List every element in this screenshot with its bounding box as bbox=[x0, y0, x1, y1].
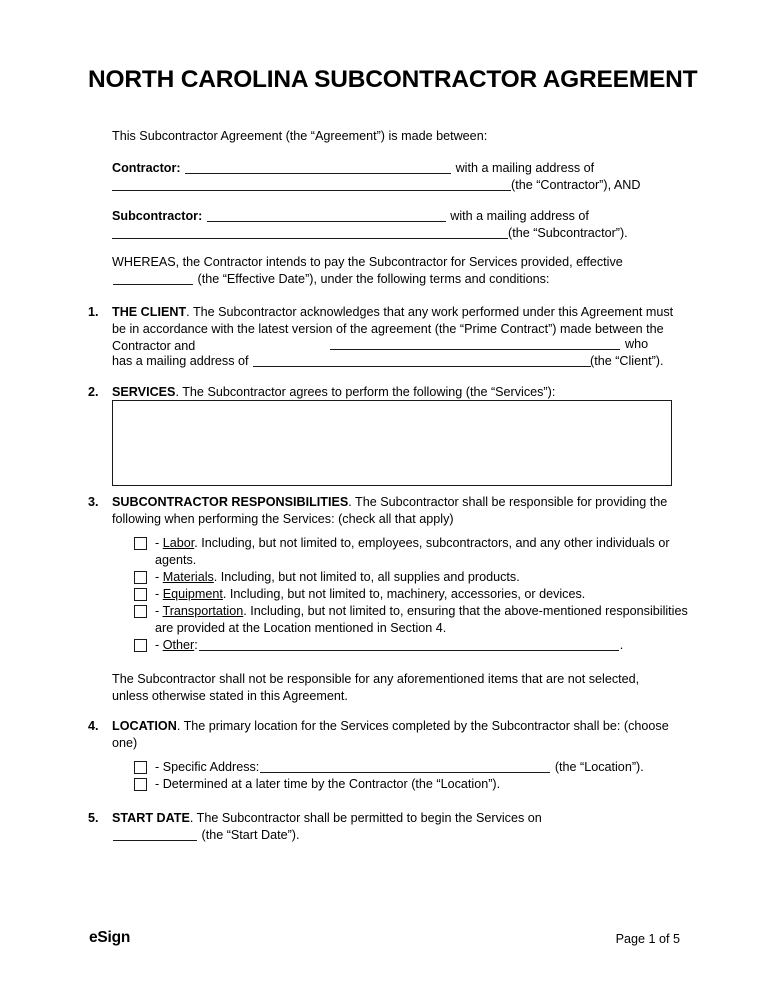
section-heading-5: START DATE bbox=[112, 811, 190, 825]
checkbox-label-materials bbox=[155, 569, 695, 586]
checkbox-other[interactable] bbox=[134, 639, 147, 652]
rest-transportation: . Including, but not limited to, ensuring that the above-mentioned responsibilities are provided at the Location mentioned in Section 4. bbox=[155, 604, 688, 636]
contractor-line bbox=[112, 160, 674, 177]
term-other: Other bbox=[162, 638, 195, 652]
section-heading-2: SERVICES bbox=[112, 385, 176, 399]
checkbox-materials[interactable] bbox=[134, 571, 147, 584]
contractor-address-field[interactable] bbox=[112, 190, 511, 191]
label-specific-address: Specific Address: bbox=[162, 760, 260, 774]
dash-specific-address: - bbox=[155, 760, 160, 774]
whereas-line-1: WHEREAS, the Contractor intends to pay the Subcontractor for Services provided, effective bbox=[112, 255, 623, 269]
checkbox-label-determined-later bbox=[155, 776, 695, 793]
section-text-4a: . The primary location for the Services completed by the Subcontractor shall be: (choose one) bbox=[112, 719, 669, 751]
section-heading-3: SUBCONTRACTOR RESPONSIBILITIES bbox=[112, 495, 349, 509]
term-transportation: Transportation bbox=[162, 604, 244, 618]
contractor-closing-text: (the “Contractor”), AND bbox=[511, 178, 641, 192]
section-number-3: 3. bbox=[88, 495, 99, 509]
client-address-label: has a mailing address of bbox=[112, 354, 249, 368]
trailing-specific-address: (the “Location”). bbox=[554, 760, 644, 774]
effective-date-field[interactable] bbox=[113, 273, 193, 285]
rest-other: : bbox=[194, 638, 198, 652]
section-body-1 bbox=[112, 304, 674, 356]
other-responsibility-field[interactable] bbox=[199, 639, 619, 651]
section-body-3 bbox=[112, 494, 674, 528]
section-number-5: 5. bbox=[88, 811, 99, 825]
checkbox-determined-later[interactable] bbox=[134, 778, 147, 791]
checkbox-label-specific-address bbox=[155, 759, 695, 776]
specific-address-field[interactable] bbox=[260, 761, 550, 773]
checkbox-transportation[interactable] bbox=[134, 605, 147, 618]
checkbox-label-labor bbox=[155, 535, 695, 569]
rest-labor: . Including, but not limited to, employees, subcontractors, and any other individuals or agents. bbox=[155, 536, 670, 568]
checkbox-label-transportation bbox=[155, 603, 695, 637]
checkbox-specific-address[interactable] bbox=[134, 761, 147, 774]
section-text-2a: . The Subcontractor agrees to perform the following (the “Services”): bbox=[175, 385, 556, 399]
rest-materials: . Including, but not limited to, all supplies and products. bbox=[213, 570, 520, 584]
page-title: NORTH CAROLINA SUBCONTRACTOR AGREEMENT bbox=[88, 66, 698, 93]
dash-materials: - bbox=[155, 570, 160, 584]
subcontractor-closing-text: (the “Subcontractor”). bbox=[508, 226, 628, 240]
contractor-suffix-text: with a mailing address of bbox=[455, 161, 595, 175]
dash-other: - bbox=[155, 638, 160, 652]
dash-equipment: - bbox=[155, 587, 160, 601]
client-name-field[interactable] bbox=[330, 349, 620, 350]
subcontractor-label: Subcontractor: bbox=[112, 209, 203, 223]
section-body-4 bbox=[112, 718, 674, 752]
client-address-field[interactable] bbox=[253, 355, 591, 367]
whereas-line-2-text: (the “Effective Date”), under the following terms and conditions: bbox=[197, 272, 550, 286]
esign-logo: eSign bbox=[89, 929, 131, 946]
section-heading-1: THE CLIENT bbox=[112, 305, 187, 319]
checkbox-label-other bbox=[155, 637, 695, 654]
start-date-line bbox=[112, 827, 674, 844]
section-body-5 bbox=[112, 810, 674, 827]
section-text-3a: . The Subcontractor shall be responsible for providing the following when performing the Services: (check all that apply) bbox=[112, 495, 668, 527]
whereas-line-2 bbox=[112, 271, 674, 288]
contractor-label: Contractor: bbox=[112, 161, 181, 175]
section-number-4: 4. bbox=[88, 719, 99, 733]
subcontractor-line bbox=[112, 208, 674, 225]
section-text-5a: . The Subcontractor shall be permitted to begin the Services on bbox=[189, 811, 542, 825]
intro-paragraph: This Subcontractor Agreement (the “Agreement”) is made between: bbox=[112, 129, 488, 143]
start-date-field[interactable] bbox=[113, 829, 197, 841]
section-text-5b: (the “Start Date”). bbox=[201, 828, 300, 842]
checkbox-labor[interactable] bbox=[134, 537, 147, 550]
trailing-other: . bbox=[619, 638, 624, 652]
page-number: Page 1 of 5 bbox=[615, 932, 680, 946]
dash-transportation: - bbox=[155, 604, 160, 618]
label-determined-later: Determined at a later time by the Contractor (the “Location”). bbox=[162, 777, 501, 791]
term-equipment: Equipment bbox=[162, 587, 223, 601]
checkbox-equipment[interactable] bbox=[134, 588, 147, 601]
section-text-1b-who: who bbox=[625, 337, 649, 351]
term-labor: Labor bbox=[162, 536, 195, 550]
section-number-2: 2. bbox=[88, 385, 99, 399]
section-3-closing-paragraph: The Subcontractor shall not be responsible for any aforementioned items that are not selected, unless otherwise stated in this Agreement. bbox=[112, 672, 640, 704]
contractor-name-field[interactable] bbox=[185, 162, 451, 174]
subcontractor-suffix-text: with a mailing address of bbox=[450, 209, 589, 223]
term-materials: Materials bbox=[162, 570, 214, 584]
dash-determined-later: - bbox=[155, 777, 160, 791]
rest-equipment: . Including, but not limited to, machinery, accessories, or devices. bbox=[222, 587, 586, 601]
section-body-2 bbox=[112, 384, 674, 401]
dash-labor: - bbox=[155, 536, 160, 550]
subcontractor-address-field[interactable] bbox=[112, 238, 508, 239]
subcontractor-name-field[interactable] bbox=[207, 210, 446, 222]
section-heading-4: LOCATION bbox=[112, 719, 177, 733]
services-description-textarea[interactable] bbox=[112, 400, 672, 486]
section-text-1c: (the “Client”). bbox=[590, 354, 664, 368]
section-number-1: 1. bbox=[88, 305, 99, 319]
checkbox-label-equipment bbox=[155, 586, 695, 603]
section-text-1a: . The Subcontractor acknowledges that any work performed under this Agreement must be in accordance with the latest version of the agreement (the “Prime Contract”) made between the Contractor and bbox=[112, 305, 674, 354]
